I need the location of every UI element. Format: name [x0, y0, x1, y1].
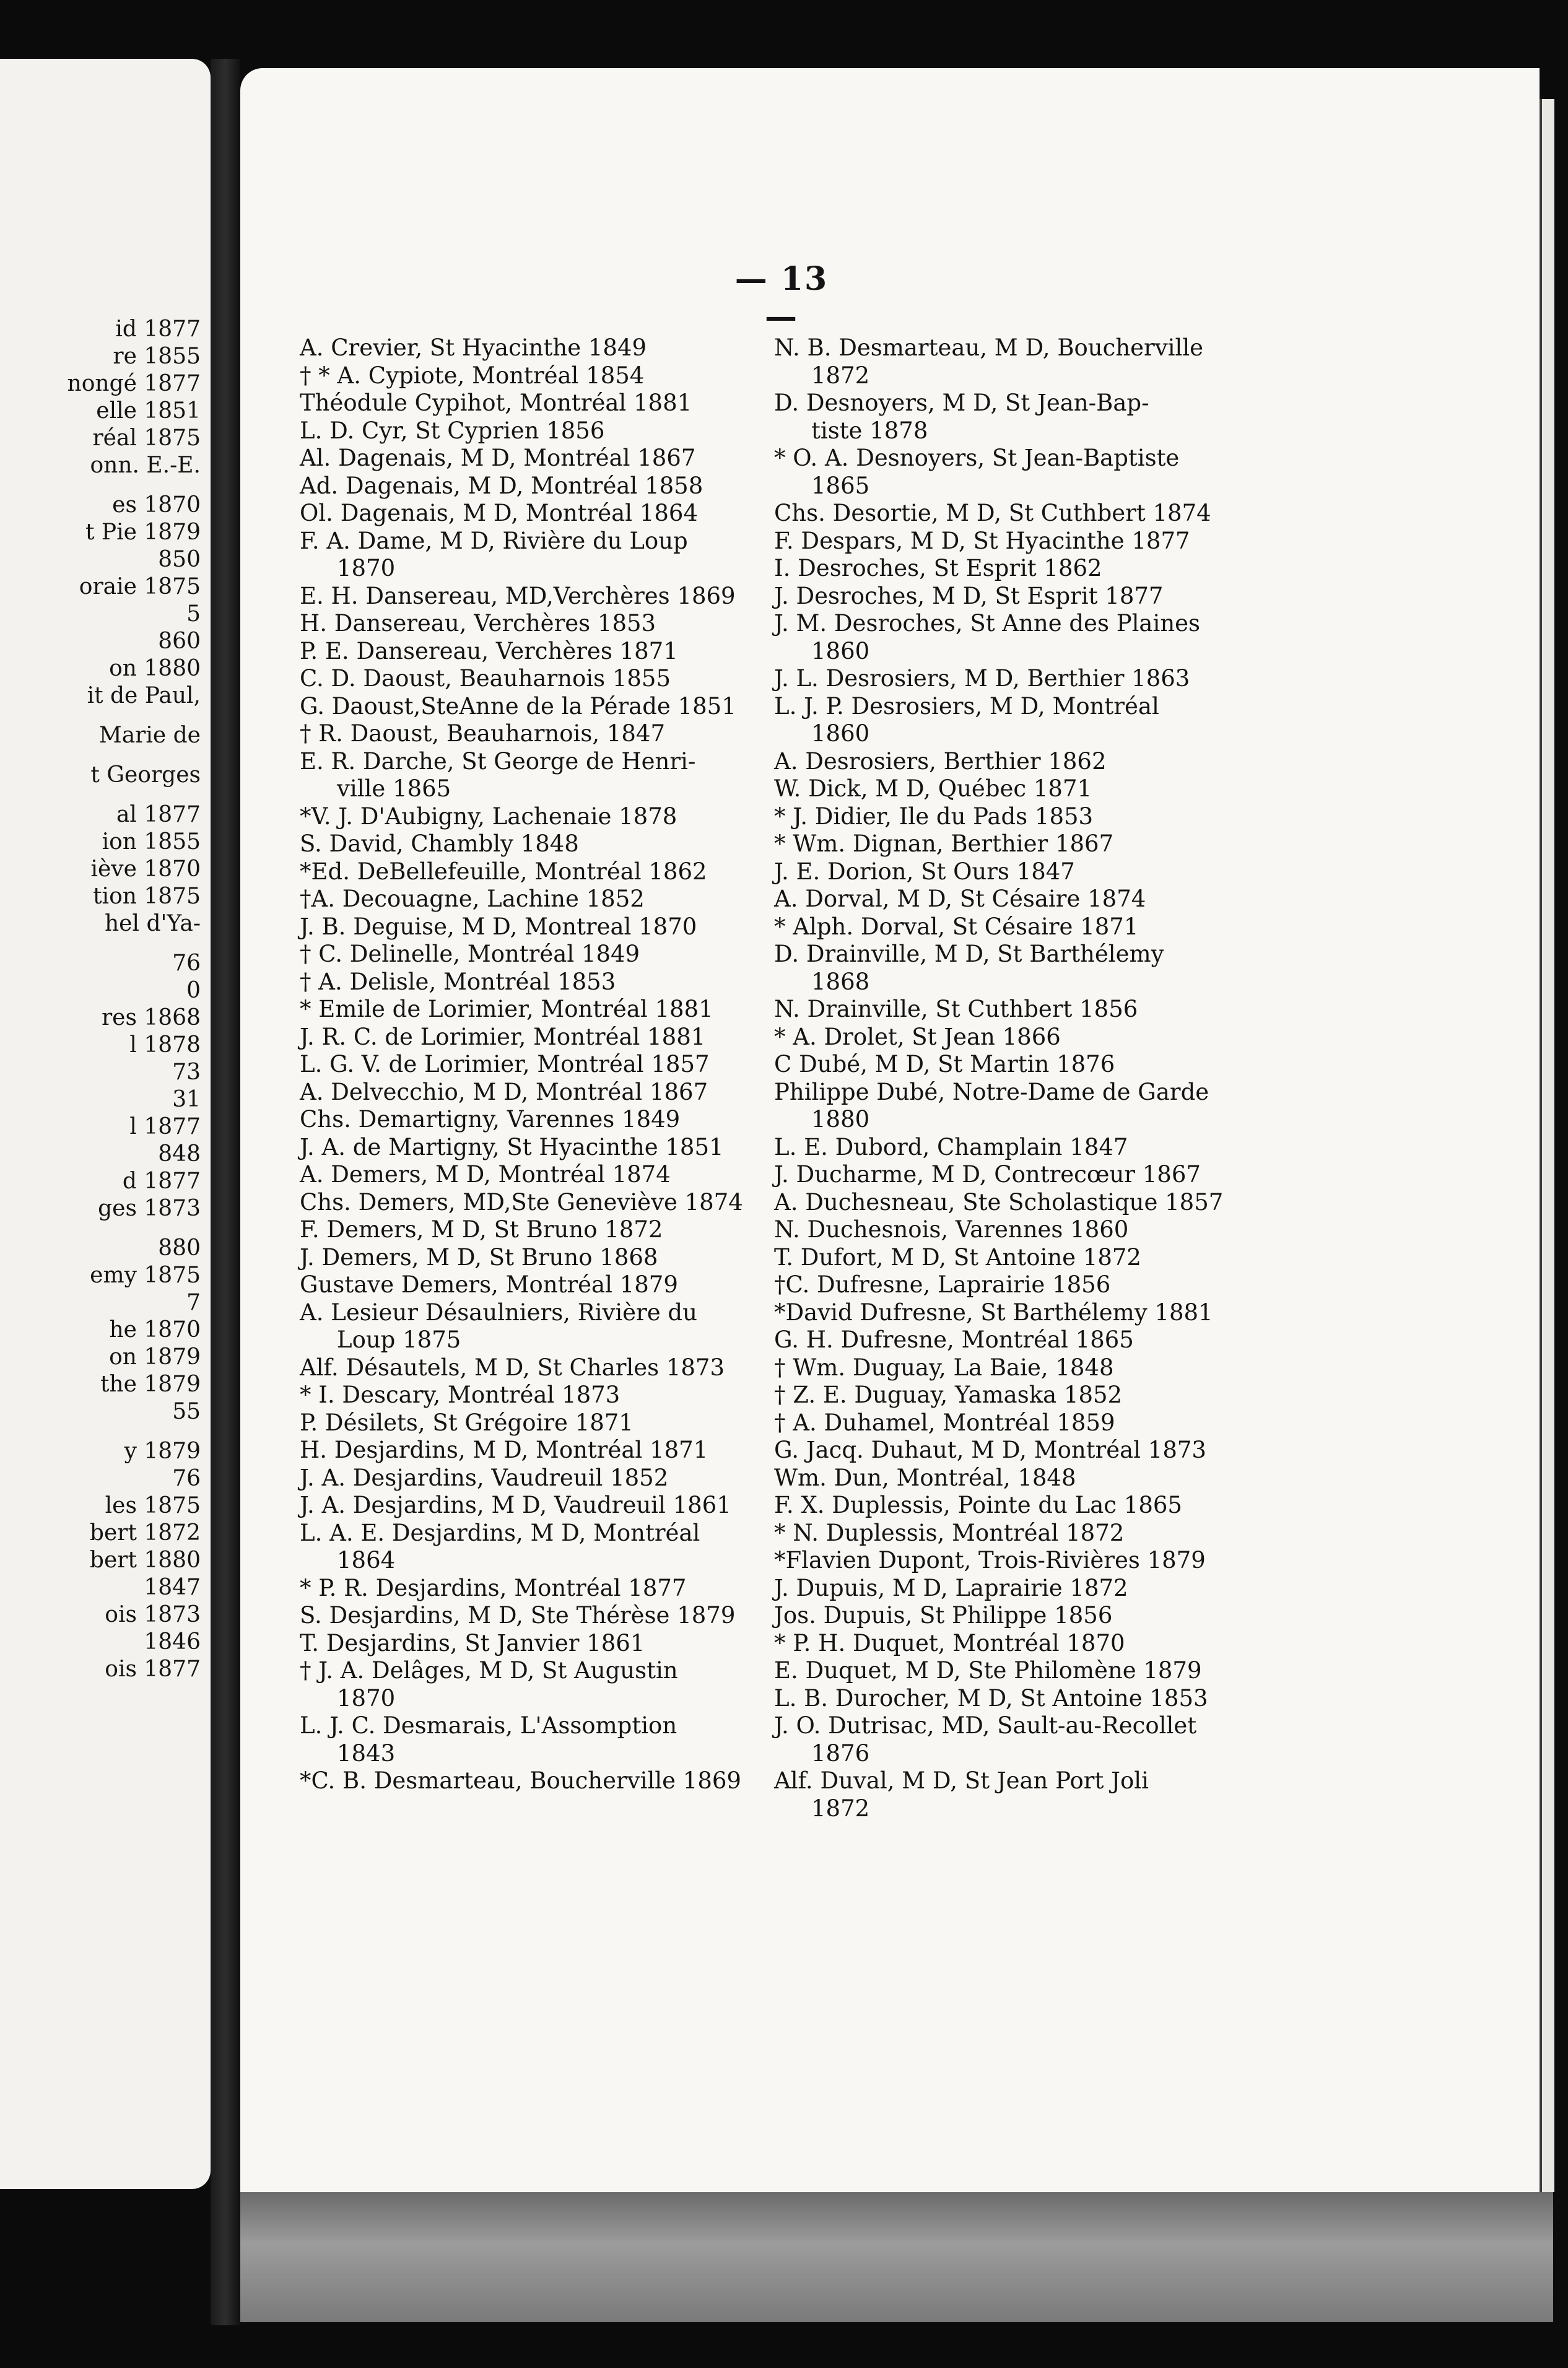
entry-text: J. Desroches, M D, St Esprit 1877: [774, 582, 1164, 609]
entry-text: * A. Drolet, St Jean 1866: [774, 1023, 1061, 1050]
left-page-fragment: 1846: [144, 1629, 201, 1655]
entry-text: L. E. Dubord, Champlain 1847: [774, 1133, 1128, 1160]
left-page-fragment: es 1870: [112, 492, 201, 518]
directory-entry: [300, 886, 770, 913]
entry-text: Chs. Desortie, M D, St Cuthbert 1874: [774, 500, 1211, 526]
entry-text: A. Demers, M D, Montréal 1874: [300, 1161, 671, 1188]
directory-entry: [774, 583, 1245, 611]
directory-entry: [774, 858, 1245, 886]
entry-continuation: 1872: [811, 1795, 870, 1822]
directory-entry: [300, 693, 770, 721]
directory-entry: [774, 1161, 1245, 1189]
left-page-fragment: hel d'Ya-: [105, 911, 201, 936]
entry-text: D. Drainville, M D, St Barthélemy: [774, 941, 1164, 967]
entry-text: A. Desrosiers, Berthier 1862: [774, 747, 1107, 775]
directory-entry: [774, 1657, 1245, 1685]
left-page-fragment: 76: [172, 1466, 201, 1491]
left-page-fragment: l 1877: [129, 1114, 201, 1139]
entry-text: J. Dupuis, M D, Laprairie 1872: [774, 1574, 1128, 1601]
directory-entry: [300, 748, 770, 803]
directory-entry: [774, 1575, 1245, 1603]
left-page-fragment: on 1880: [109, 656, 201, 681]
directory-entry: [300, 1189, 770, 1217]
left-page-fragment: on 1879: [109, 1344, 201, 1370]
directory-entry: [774, 610, 1245, 665]
directory-entry: [774, 1216, 1245, 1244]
entry-text: * Emile de Lorimier, Montréal 1881: [300, 996, 713, 1022]
left-page-fragment: 1847: [144, 1575, 201, 1600]
page-edge: [1540, 99, 1554, 2192]
directory-entry: [774, 528, 1245, 555]
entry-text: † Wm. Duguay, La Baie, 1848: [774, 1354, 1114, 1381]
entry-continuation: 1860: [811, 720, 870, 747]
directory-entry: [300, 996, 770, 1024]
entry-text: †A. Decouagne, Lachine 1852: [300, 886, 645, 912]
directory-entry: [300, 1106, 770, 1134]
directory-entry: [300, 913, 770, 941]
left-page-fragment: elle 1851: [96, 398, 201, 424]
column-left: [300, 334, 770, 1795]
entry-continuation: 1864: [337, 1547, 396, 1574]
entry-text: L. J. C. Desmarais, L'Assomption: [300, 1712, 677, 1739]
left-page-fragment: bert 1880: [89, 1547, 201, 1573]
directory-entry: [300, 1520, 770, 1575]
page-number: — 13 —: [734, 260, 829, 336]
directory-entry: [300, 1271, 770, 1299]
entry-text: Al. Dagenais, M D, Montréal 1867: [300, 445, 696, 471]
entry-continuation: 1876: [811, 1739, 870, 1767]
entry-text: †C. Dufresne, Laprairie 1856: [774, 1271, 1111, 1298]
entry-text: J. A. Desjardins, Vaudreuil 1852: [300, 1464, 669, 1491]
left-page-fragment: onn. E.-E.: [90, 453, 201, 478]
directory-entry: [774, 1547, 1245, 1575]
left-page-fragment: tion 1875: [93, 884, 201, 909]
entry-continuation: 1872: [811, 362, 870, 389]
entry-text: S. Desjardins, M D, Ste Thérèse 1879: [300, 1602, 736, 1629]
directory-entry: [774, 1602, 1245, 1630]
directory-entry: [300, 1134, 770, 1162]
directory-entry: [300, 941, 770, 969]
entry-text: F. Despars, M D, St Hyacinthe 1877: [774, 527, 1190, 554]
directory-entry: [774, 1189, 1245, 1217]
left-page-fragment: 860: [158, 629, 201, 654]
left-page-fragment: t Pie 1879: [85, 520, 201, 545]
entry-text: * O. A. Desnoyers, St Jean-Baptiste: [774, 445, 1180, 471]
left-page-fragment: t Georges: [90, 762, 201, 788]
directory-entry: [774, 886, 1245, 913]
left-page-fragment: ges 1873: [98, 1196, 201, 1221]
directory-entry: [774, 1712, 1245, 1767]
entry-text: J. L. Desrosiers, M D, Berthier 1863: [774, 665, 1190, 692]
entry-text: F. X. Duplessis, Pointe du Lac 1865: [774, 1492, 1182, 1518]
entry-text: Wm. Dun, Montréal, 1848: [774, 1464, 1076, 1491]
left-page-fragment: 850: [158, 547, 201, 572]
entry-text: Théodule Cypihot, Montréal 1881: [300, 390, 692, 416]
entry-text: H. Desjardins, M D, Montréal 1871: [300, 1437, 708, 1463]
left-page-fragment: he 1870: [109, 1317, 201, 1343]
directory-entry: [300, 1024, 770, 1051]
entry-text: Philippe Dubé, Notre-Dame de Garde: [774, 1078, 1209, 1105]
entry-text: J. A. Desjardins, M D, Vaudreuil 1861: [300, 1492, 731, 1518]
left-page-fragment: id 1877: [115, 316, 201, 342]
entry-text: J. R. C. de Lorimier, Montréal 1881: [300, 1023, 706, 1050]
directory-entry: [774, 830, 1245, 858]
entry-text: † A. Duhamel, Montréal 1859: [774, 1409, 1115, 1436]
left-page-fragment: 0: [186, 978, 201, 1003]
entry-text: C. D. Daoust, Beauharnois 1855: [300, 665, 671, 692]
directory-entry: [300, 1409, 770, 1437]
entry-text: P. Désilets, St Grégoire 1871: [300, 1409, 634, 1436]
directory-entry: [774, 996, 1245, 1024]
entry-text: N. B. Desmarteau, M D, Boucherville: [774, 334, 1204, 361]
entry-text: S. David, Chambly 1848: [300, 830, 579, 857]
left-page-fragment: the 1879: [100, 1372, 201, 1397]
entry-text: † C. Delinelle, Montréal 1849: [300, 941, 640, 967]
entry-text: P. E. Dansereau, Verchères 1871: [300, 637, 678, 664]
directory-entry: [300, 803, 770, 831]
entry-text: J. E. Dorion, St Ours 1847: [774, 858, 1075, 885]
directory-entry: [774, 1051, 1245, 1079]
left-page-fragment: d 1877: [122, 1169, 201, 1194]
left-page: [0, 59, 211, 2189]
directory-entry: [774, 693, 1245, 748]
entry-continuation: 1860: [811, 637, 870, 664]
directory-entry: [774, 665, 1245, 693]
directory-entry: [774, 803, 1245, 831]
entry-text: J. B. Deguise, M D, Montreal 1870: [300, 913, 697, 940]
directory-entry: [300, 1492, 770, 1520]
entry-text: Alf. Désautels, M D, St Charles 1873: [300, 1354, 725, 1381]
left-page-fragment: Marie de: [98, 723, 201, 748]
left-page-fragment: l 1878: [129, 1032, 201, 1058]
directory-entry: [300, 500, 770, 528]
entry-text: F. Demers, M D, St Bruno 1872: [300, 1216, 663, 1243]
entry-text: Alf. Duval, M D, St Jean Port Joli: [774, 1767, 1149, 1794]
entry-text: A. Delvecchio, M D, Montréal 1867: [300, 1078, 708, 1105]
directory-entry: [774, 1079, 1245, 1134]
entry-text: T. Desjardins, St Janvier 1861: [300, 1629, 645, 1656]
entry-text: † R. Daoust, Beauharnois, 1847: [300, 720, 666, 747]
entry-text: E. Duquet, M D, Ste Philomène 1879: [774, 1657, 1202, 1684]
entry-text: E. R. Darche, St George de Henri-: [300, 747, 696, 775]
directory-entry: [300, 1051, 770, 1079]
directory-entry: [300, 1657, 770, 1712]
entry-text: L. J. P. Desrosiers, M D, Montréal: [774, 692, 1159, 720]
left-page-fragment: ois 1873: [105, 1602, 201, 1627]
directory-entry: [300, 1575, 770, 1603]
entry-text: I. Desroches, St Esprit 1862: [774, 555, 1102, 581]
directory-entry: [774, 1326, 1245, 1354]
left-page-fragment: réal 1875: [92, 425, 201, 451]
entry-continuation: Loup 1875: [337, 1326, 461, 1353]
left-page-fragment: iève 1870: [90, 856, 201, 882]
directory-entry: [300, 610, 770, 638]
directory-entry: [300, 1382, 770, 1409]
directory-entry: [300, 1767, 770, 1795]
directory-entry: [774, 1685, 1245, 1713]
directory-entry: [300, 390, 770, 417]
left-page-fragment: 73: [172, 1060, 201, 1085]
directory-entry: [300, 1712, 770, 1767]
entry-text: T. Dufort, M D, St Antoine 1872: [774, 1243, 1141, 1271]
entry-continuation: 1870: [337, 1684, 396, 1712]
directory-entry: [300, 417, 770, 445]
entry-text: Jos. Dupuis, St Philippe 1856: [774, 1602, 1113, 1629]
directory-entry: [300, 1161, 770, 1189]
directory-entry: [300, 445, 770, 472]
left-page-fragment: 880: [158, 1235, 201, 1261]
directory-entry: [774, 1492, 1245, 1520]
directory-entry: [300, 1079, 770, 1107]
entry-continuation: tiste 1878: [811, 417, 928, 444]
entry-text: J. Ducharme, M D, Contrecœur 1867: [774, 1161, 1201, 1188]
left-page-fragment: nongé 1877: [67, 371, 201, 396]
left-page-fragment: ion 1855: [102, 829, 201, 855]
entry-text: Ol. Dagenais, M D, Montréal 1864: [300, 500, 699, 526]
left-page-fragment: bert 1872: [89, 1520, 201, 1546]
left-page-fragment: re 1855: [113, 344, 201, 369]
directory-entry: [774, 390, 1245, 445]
left-page-fragment: ois 1877: [105, 1656, 201, 1682]
directory-entry: [774, 913, 1245, 941]
directory-entry: [300, 1244, 770, 1272]
left-page-fragment: 848: [158, 1141, 201, 1167]
directory-entry: [300, 720, 770, 748]
entry-text: *V. J. D'Aubigny, Lachenaie 1878: [300, 803, 677, 830]
entry-text: J. Demers, M D, St Bruno 1868: [300, 1243, 658, 1271]
directory-entry: [774, 1520, 1245, 1547]
directory-entry: [300, 334, 770, 362]
directory-entry: [774, 1767, 1245, 1822]
directory-entry: [300, 1602, 770, 1630]
entry-text: *C. B. Desmarteau, Boucherville 1869: [300, 1767, 741, 1794]
directory-entry: [300, 1299, 770, 1354]
directory-entry: [774, 941, 1245, 996]
entry-text: Chs. Demers, MD,Ste Geneviève 1874: [300, 1188, 743, 1216]
entry-text: J. M. Desroches, St Anne des Plaines: [774, 610, 1201, 637]
book-binding: [211, 59, 240, 2325]
entry-text: N. Duchesnois, Varennes 1860: [774, 1216, 1129, 1243]
directory-entry: [774, 500, 1245, 528]
directory-entry: [300, 969, 770, 996]
entry-text: Chs. Demartigny, Varennes 1849: [300, 1106, 681, 1133]
left-page-fragment: 5: [186, 601, 201, 627]
left-page-fragment: oraie 1875: [79, 574, 201, 599]
directory-entry: [774, 1299, 1245, 1327]
directory-entry: [300, 1354, 770, 1382]
directory-entry: [774, 334, 1245, 390]
entry-text: * P. R. Desjardins, Montréal 1877: [300, 1574, 687, 1601]
entry-text: † * A. Cypiote, Montréal 1854: [300, 362, 645, 389]
entry-text: † J. A. Delâges, M D, St Augustin: [300, 1657, 678, 1684]
directory-entry: [300, 858, 770, 886]
entry-text: * P. H. Duquet, Montréal 1870: [774, 1629, 1125, 1656]
entry-continuation: 1843: [337, 1739, 396, 1767]
left-page-fragment: 31: [172, 1087, 201, 1112]
directory-entry: [774, 1134, 1245, 1162]
entry-text: G. Jacq. Duhaut, M D, Montréal 1873: [774, 1437, 1206, 1463]
directory-entry: [774, 555, 1245, 583]
entry-text: *David Dufresne, St Barthélemy 1881: [774, 1299, 1213, 1326]
directory-entry: [300, 638, 770, 666]
entry-text: G. H. Dufresne, Montréal 1865: [774, 1326, 1134, 1353]
directory-entry: [300, 665, 770, 693]
entry-text: F. A. Dame, M D, Rivière du Loup: [300, 527, 688, 554]
entry-text: L. A. E. Desjardins, M D, Montréal: [300, 1519, 700, 1546]
left-page-fragment: it de Paul,: [87, 683, 201, 708]
scan-shadow: [240, 2192, 1553, 2322]
entry-text: * I. Descary, Montréal 1873: [300, 1382, 621, 1408]
left-page-fragment: 7: [186, 1290, 201, 1315]
entry-text: † Z. E. Duguay, Yamaska 1852: [774, 1382, 1123, 1408]
entry-text: * Wm. Dignan, Berthier 1867: [774, 830, 1114, 857]
entry-text: C Dubé, M D, St Martin 1876: [774, 1051, 1115, 1077]
entry-text: G. Daoust,SteAnne de la Pérade 1851: [300, 692, 736, 720]
entry-continuation: 1870: [337, 555, 396, 581]
directory-entry: [300, 1216, 770, 1244]
entry-text: D. Desnoyers, M D, St Jean-Bap-: [774, 390, 1149, 416]
entry-text: A. Crevier, St Hyacinthe 1849: [300, 334, 647, 361]
entry-text: J. O. Dutrisac, MD, Sault-au-Recollet: [774, 1712, 1197, 1739]
directory-entry: [300, 362, 770, 390]
entry-continuation: 1880: [811, 1106, 870, 1133]
directory-entry: [774, 445, 1245, 500]
directory-entry: [774, 1409, 1245, 1437]
left-page-fragment: emy 1875: [90, 1263, 201, 1288]
directory-entry: [774, 1024, 1245, 1051]
entry-text: A. Dorval, M D, St Césaire 1874: [774, 886, 1146, 912]
directory-entry: [300, 472, 770, 500]
left-page-fragment: res 1868: [101, 1005, 201, 1030]
entry-text: W. Dick, M D, Québec 1871: [774, 775, 1092, 802]
directory-entry: [774, 1354, 1245, 1382]
directory-entry: [774, 1465, 1245, 1492]
entry-text: A. Lesieur Désaulniers, Rivière du: [300, 1299, 697, 1326]
entry-text: J. A. de Martigny, St Hyacinthe 1851: [300, 1133, 724, 1160]
entry-continuation: ville 1865: [337, 775, 451, 802]
entry-text: * J. Didier, Ile du Pads 1853: [774, 803, 1094, 830]
entry-text: L. G. V. de Lorimier, Montréal 1857: [300, 1051, 710, 1077]
directory-entry: [774, 748, 1245, 776]
left-page-fragment: al 1877: [116, 802, 201, 827]
entry-text: N. Drainville, St Cuthbert 1856: [774, 996, 1138, 1022]
entry-text: * N. Duplessis, Montréal 1872: [774, 1519, 1125, 1546]
entry-continuation: 1865: [811, 472, 870, 499]
directory-entry: [300, 528, 770, 583]
directory-entry: [300, 1437, 770, 1465]
entry-text: Gustave Demers, Montréal 1879: [300, 1271, 678, 1298]
directory-entry: [774, 1630, 1245, 1658]
directory-entry: [774, 1382, 1245, 1409]
entry-text: L. D. Cyr, St Cyprien 1856: [300, 417, 605, 444]
directory-entry: [300, 583, 770, 611]
entry-text: A. Duchesneau, Ste Scholastique 1857: [774, 1188, 1224, 1216]
entry-text: *Ed. DeBellefeuille, Montréal 1862: [300, 858, 707, 885]
column-right: [774, 334, 1245, 1822]
left-page-fragment: 55: [172, 1399, 201, 1424]
entry-text: H. Dansereau, Verchères 1853: [300, 610, 656, 637]
directory-entry: [774, 1271, 1245, 1299]
entry-text: *Flavien Dupont, Trois-Rivières 1879: [774, 1547, 1206, 1574]
directory-entry: [300, 830, 770, 858]
left-page-fragment: 76: [172, 951, 201, 976]
left-page-fragment: y 1879: [124, 1439, 201, 1464]
directory-entry: [774, 775, 1245, 803]
entry-text: E. H. Dansereau, MD,Verchères 1869: [300, 582, 736, 609]
directory-entry: [774, 1244, 1245, 1272]
entry-text: Ad. Dagenais, M D, Montréal 1858: [300, 472, 703, 499]
directory-entry: [300, 1465, 770, 1492]
left-page-fragment: les 1875: [105, 1493, 201, 1518]
entry-text: L. B. Durocher, M D, St Antoine 1853: [774, 1684, 1208, 1712]
entry-text: * Alph. Dorval, St Césaire 1871: [774, 913, 1139, 940]
directory-entry: [300, 1630, 770, 1658]
directory-entry: [774, 1437, 1245, 1465]
entry-text: † A. Delisle, Montréal 1853: [300, 968, 616, 995]
entry-continuation: 1868: [811, 968, 870, 995]
